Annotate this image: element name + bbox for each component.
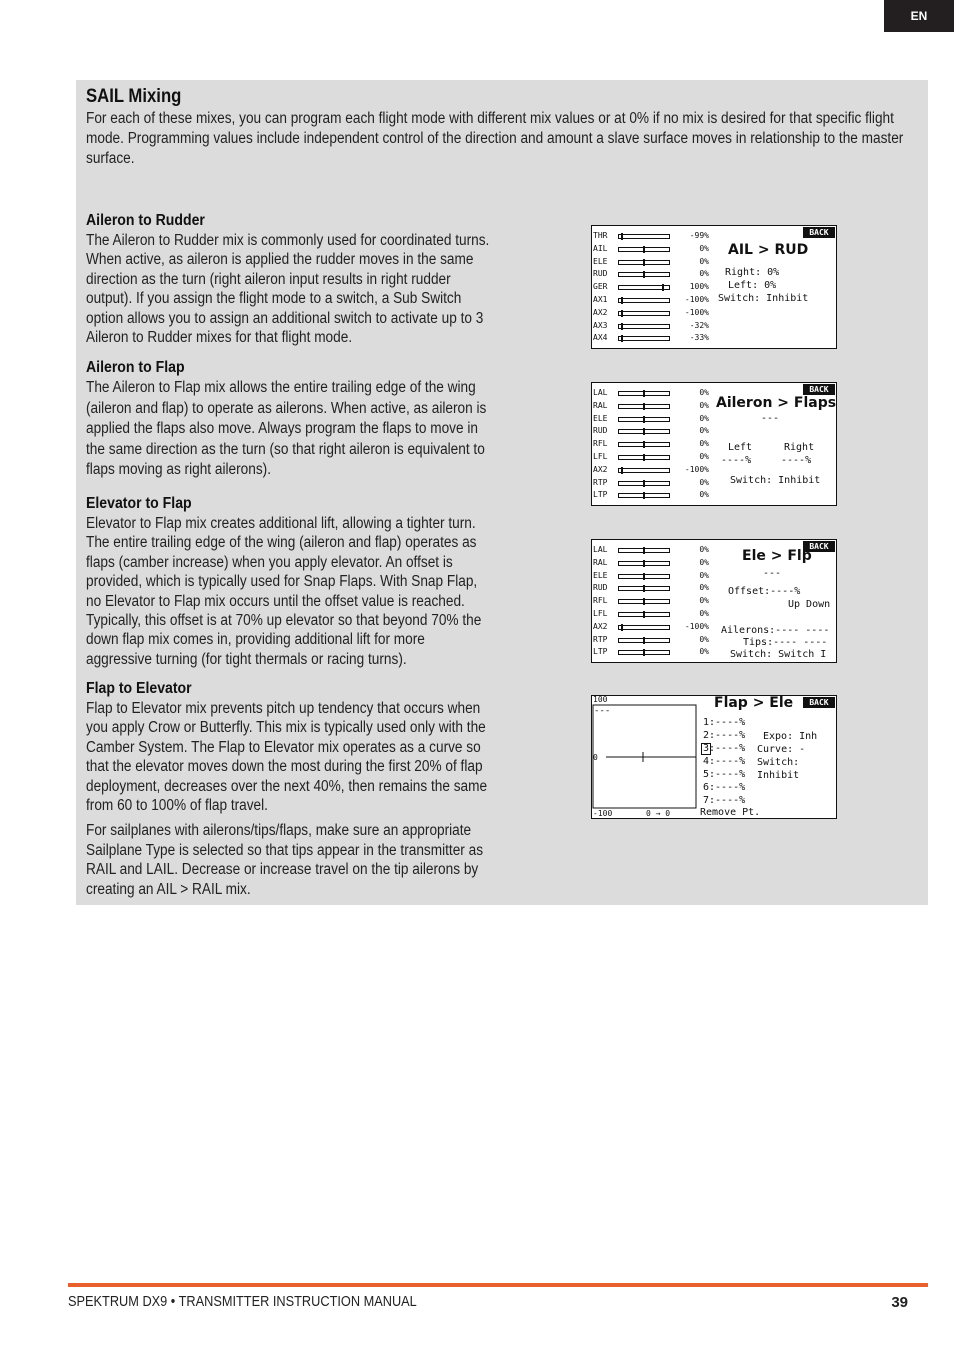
channel-position-marker (643, 547, 645, 554)
channel-position-marker (643, 416, 645, 423)
channel-label: ELE (593, 256, 608, 266)
channel-label: GER (593, 282, 608, 292)
channel-position-marker (643, 492, 645, 499)
screen-title: Aileron > Flaps (716, 395, 837, 411)
channel-label: LFL (593, 609, 608, 618)
switch-setting[interactable]: Switch: Inhibit (730, 475, 821, 486)
footer-rule (68, 1283, 928, 1287)
channel-position-marker (621, 310, 623, 317)
channel-position-marker (621, 624, 623, 631)
flap-to-elevator-heading: Flap to Elevator (86, 680, 192, 697)
channel-bar (618, 429, 670, 434)
channel-position-marker (662, 284, 664, 291)
y-axis-zero: 0 (593, 753, 598, 762)
back-button[interactable]: BACK (803, 697, 835, 708)
offset-value[interactable]: Offset:----% (728, 586, 801, 597)
channel-position-marker (621, 323, 623, 330)
channel-label: RAL (593, 557, 608, 567)
channel-row (593, 582, 711, 594)
channel-value: 0% (699, 388, 709, 397)
remove-point-button[interactable]: Remove Pt. (700, 807, 761, 818)
channel-row (593, 387, 711, 399)
curve-point[interactable]: 5:----% (703, 769, 746, 780)
channel-position-marker (643, 403, 645, 410)
channel-bar (618, 336, 670, 341)
channel-row (593, 230, 711, 242)
channel-row (593, 570, 711, 582)
channel-row (593, 243, 711, 255)
channel-bar (618, 625, 670, 630)
selected-point-cursor (701, 743, 711, 755)
channel-bar (618, 417, 670, 422)
channel-value: 0% (699, 583, 709, 593)
switch-setting[interactable]: Switch: (757, 757, 800, 768)
channel-bar (618, 234, 670, 239)
channel-bar (618, 298, 670, 303)
channel-position-marker (643, 649, 645, 656)
channel-value: 0% (699, 426, 709, 436)
channel-label: ELE (593, 413, 608, 423)
sub-label: --- (763, 568, 782, 579)
channel-label: AX1 (593, 295, 608, 304)
right-label: Right (784, 442, 815, 453)
channel-value: 0% (699, 439, 709, 449)
channel-label: LAL (593, 388, 608, 397)
channel-value: -100% (684, 307, 709, 317)
channel-row (593, 294, 711, 306)
channel-bar (618, 493, 670, 498)
channel-value: 0% (699, 256, 709, 266)
channel-row (593, 646, 711, 658)
channel-position-marker (643, 259, 645, 266)
channel-bar (618, 638, 670, 643)
channel-bar (618, 311, 670, 316)
inhibit-setting[interactable]: Inhibit (757, 770, 800, 781)
section-title: SAIL Mixing (86, 86, 182, 107)
back-button[interactable]: BACK (803, 227, 835, 238)
aileron-to-rudder-section (86, 211, 491, 347)
channel-value: 0% (699, 243, 709, 253)
aileron-to-rudder-heading: Aileron to Rudder (86, 212, 205, 229)
left-label: Left (728, 442, 753, 453)
channel-label: AX3 (593, 320, 608, 330)
channel-bar (618, 481, 670, 486)
elevator-to-flap-body: Elevator to Flap mix creates additional lift, allowing a tighter turn. The entire trailing edge of the wing (aileron and flap) operates as flaps (camber increase) when you apply elevator. An offset is provided, which is typically used for Snap Flaps. With Snap Flap, no Elevator to Flap mix occurs until the offset value is reached. Typically, this offset is at 70% up elevator so that beyond 70% the down flap mix comes in, providing additional lift for more aggressive turning (for tight thermals or racing turns). (86, 515, 482, 668)
tips-values[interactable]: Tips:---- ---- (743, 637, 828, 648)
channel-row (593, 438, 711, 450)
channel-value: 0% (699, 570, 709, 580)
back-button[interactable]: BACK (803, 384, 835, 395)
channel-position-marker (643, 454, 645, 461)
channel-value: 0% (699, 647, 709, 657)
page-number: 39 (891, 1294, 908, 1311)
channel-bar (618, 599, 670, 604)
channel-value: 0% (699, 634, 709, 644)
channel-bar (618, 324, 670, 329)
channel-position-marker (643, 585, 645, 592)
channel-row (593, 332, 711, 344)
elevator-to-flap-section (86, 494, 491, 669)
channel-row (593, 464, 711, 476)
channel-bar (618, 391, 670, 396)
flap-to-elevator-section (86, 679, 491, 899)
channel-position-marker (643, 560, 645, 567)
channel-row (593, 595, 711, 607)
channel-position-marker (643, 271, 645, 278)
channel-bar (618, 442, 670, 447)
channel-bar (618, 247, 670, 252)
channel-row (593, 608, 711, 620)
channel-row (593, 320, 711, 332)
channel-value: -100% (684, 621, 709, 631)
channel-row (593, 621, 711, 633)
channel-value: 0% (699, 452, 709, 461)
channel-label: RAL (593, 400, 608, 410)
channel-value: -32% (689, 320, 709, 330)
channel-label: AX2 (593, 307, 608, 317)
channel-position-marker (643, 598, 645, 605)
channel-bar (618, 285, 670, 290)
channel-value: -99% (689, 231, 709, 240)
ailerons-values[interactable]: Ailerons:---- ---- (721, 625, 830, 636)
screen-title: AIL > RUD (728, 242, 809, 258)
lcd-aileron-flaps-screen (591, 382, 837, 506)
channel-bar (618, 612, 670, 617)
channel-position-marker (621, 335, 623, 342)
channel-position-marker (621, 467, 623, 474)
channel-bar (618, 650, 670, 655)
channel-value: 0% (699, 400, 709, 410)
footer-manual-title: SPEKTRUM DX9 • TRANSMITTER INSTRUCTION MANUAL (68, 1294, 417, 1310)
switch-setting[interactable]: Switch: Switch I (730, 649, 827, 660)
x-axis-label: 0 → 0 (646, 809, 671, 818)
channel-position-marker (643, 611, 645, 618)
channel-value: 0% (699, 477, 709, 487)
channel-label: LTP (593, 647, 608, 657)
channel-label: RUD (593, 269, 608, 279)
channel-label: LAL (593, 545, 608, 554)
channel-row (593, 557, 711, 569)
channel-label: LTP (593, 490, 608, 500)
channel-row (593, 268, 711, 280)
sub-label: --- (761, 413, 780, 424)
channel-label: RTP (593, 634, 608, 644)
channel-bar (618, 468, 670, 473)
channel-position-marker (643, 246, 645, 253)
channel-label: RFL (593, 439, 608, 449)
curve-point[interactable]: 6:----% (703, 782, 746, 793)
channel-value: 0% (699, 269, 709, 279)
channel-row (593, 634, 711, 646)
channel-position-marker (643, 441, 645, 448)
switch-setting[interactable]: Switch: Inhibit (718, 293, 809, 304)
channel-row (593, 281, 711, 293)
curve-point[interactable]: 3:----% (703, 743, 746, 754)
channel-value: 0% (699, 545, 709, 554)
channel-bar (618, 574, 670, 579)
up-down-label: Up Down (788, 599, 831, 610)
lcd-ail-rud-screen (591, 225, 837, 349)
channel-row (593, 477, 711, 489)
channel-label: RTP (593, 477, 608, 487)
channel-label: THR (593, 231, 608, 240)
screen-title: Ele > Flp (742, 548, 812, 564)
left-value[interactable]: Left: 0% (728, 280, 777, 291)
channel-row (593, 451, 711, 463)
channel-position-marker (643, 390, 645, 397)
lcd-ele-flp-screen (591, 539, 837, 663)
channel-row (593, 307, 711, 319)
channel-value: 100% (689, 282, 709, 292)
curve-point[interactable]: 7:----% (703, 795, 746, 806)
aileron-to-flap-heading: Aileron to Flap (86, 359, 185, 376)
aileron-to-flap-section (86, 358, 491, 481)
curve-point[interactable]: 4:----% (703, 756, 746, 767)
screen-title: Flap > Ele (714, 695, 794, 711)
channel-value: -33% (689, 333, 709, 343)
elevator-to-flap-heading: Elevator to Flap (86, 495, 192, 512)
channel-row (593, 400, 711, 412)
channel-position-marker (643, 428, 645, 435)
channel-label: AIL (593, 243, 608, 253)
curve-dashes: --- (594, 706, 611, 716)
channel-label: LFL (593, 452, 608, 461)
channel-bar (618, 455, 670, 460)
channel-bar (618, 404, 670, 409)
curve-point[interactable]: 1:----% (703, 717, 746, 728)
channel-value: 0% (699, 557, 709, 567)
y-axis-min: -100 (593, 809, 613, 818)
curve-setting[interactable]: Curve: - (757, 744, 806, 755)
channel-row (593, 425, 711, 437)
channel-row (593, 413, 711, 425)
intro-paragraph: For each of these mixes, you can program each flight mode with different mix values or at 0% if no mix is desired for that specific flight mode. Programming values include independent control of the direction and amount a slave surface moves in relationship to the master surface. (86, 110, 904, 167)
aileron-to-flap-body: The Aileron to Flap mix allows the entire trailing edge of the wing (aileron and flap) to operate as ailerons. When active, as aileron is applied the flaps also move. Always program the flaps to move in the same direction as the turn (so that right aileron is equivalent to flaps moving as right ailerons). (86, 379, 487, 478)
y-axis-max: 100 (593, 695, 608, 704)
channel-value: -100% (684, 464, 709, 474)
channel-value: 0% (699, 596, 709, 606)
channel-value: 0% (699, 490, 709, 500)
lcd-flap-ele-screen (591, 695, 837, 819)
channel-label: AX2 (593, 464, 608, 474)
channel-label: AX4 (593, 333, 608, 343)
channel-label: ELE (593, 570, 608, 580)
sailplane-note: For sailplanes with ailerons/tips/flaps, make sure an appropriate Sailplane Type is selected so that tips appear in the transmitter as RAIL and LAIL. Decrease or increase travel on the tip ailerons by creating an AIL > RAIL mix. (86, 822, 484, 898)
channel-position-marker (621, 297, 623, 304)
right-value[interactable]: ----% (781, 455, 812, 466)
channel-position-marker (643, 573, 645, 580)
back-button[interactable]: BACK (803, 541, 835, 552)
flap-to-elevator-body: Flap to Elevator mix prevents pitch up tendency that occurs when you apply Crow or Butterfly. This mix is typically used only with the Camber System. The Flap to Elevator mix operates as a curve so that the elevator moves down the most during the first 20% of flap deployment, decreases over the next 40%, then remains the same from 60 to 100% of flap travel. (86, 700, 488, 815)
channel-bar (618, 561, 670, 566)
channel-position-marker (643, 480, 645, 487)
channel-bar (618, 260, 670, 265)
channel-label: RFL (593, 596, 608, 606)
channel-position-marker (621, 233, 623, 240)
channel-value: 0% (699, 413, 709, 423)
channel-value: 0% (699, 609, 709, 618)
channel-row (593, 256, 711, 268)
channel-row (593, 544, 711, 556)
channel-label: RUD (593, 426, 608, 436)
channel-bar (618, 548, 670, 553)
right-value[interactable]: Right: 0% (725, 267, 780, 278)
channel-bar (618, 586, 670, 591)
channel-label: AX2 (593, 621, 608, 631)
left-value[interactable]: ----% (721, 455, 752, 466)
channel-label: RUD (593, 583, 608, 593)
expo-setting[interactable]: Expo: Inh (763, 731, 818, 742)
curve-point[interactable]: 2:----% (703, 730, 746, 741)
channel-row (593, 489, 711, 501)
channel-position-marker (643, 637, 645, 644)
channel-value: -100% (684, 295, 709, 304)
language-tab: EN (884, 0, 954, 32)
aileron-to-rudder-body: The Aileron to Rudder mix is commonly used for coordinated turns. When active, as aileron is applied the rudder moves in the same direction as the turn (right aileron input results in right rudder output). If you assign the flight mode to a switch, a Sub Switch option allows you to assign an additional switch to activate up to 3 Aileron to Rudder mixes for that flight mode. (86, 232, 490, 347)
channel-bar (618, 272, 670, 277)
